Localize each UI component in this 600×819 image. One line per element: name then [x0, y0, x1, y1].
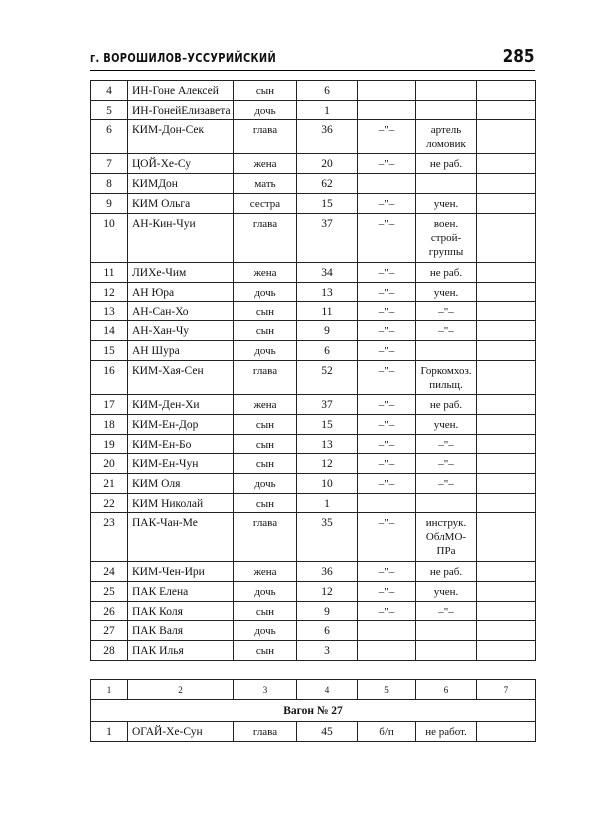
- relation-cell: сын: [234, 602, 297, 621]
- full-name-cell: КИМ-Ен-Чун: [128, 454, 234, 474]
- age-cell: 12: [297, 582, 358, 602]
- notes-cell: [477, 435, 536, 454]
- full-name-cell: КИМ-Дон-Сек: [128, 120, 234, 154]
- notes-cell: [477, 321, 536, 341]
- party-mark-cell: [358, 494, 416, 513]
- relation-cell: жена: [234, 562, 297, 582]
- party-mark-cell: [358, 81, 416, 101]
- occupation-cell: –"–: [416, 454, 477, 474]
- section-header-row: [91, 700, 536, 722]
- table-row: [91, 454, 536, 474]
- notes-cell: [477, 101, 536, 120]
- notes-cell: [477, 513, 536, 562]
- party-mark-cell: –"–: [358, 154, 416, 174]
- occupation-cell: –"–: [416, 302, 477, 321]
- table-row: [91, 641, 536, 661]
- notes-cell: [477, 361, 536, 395]
- table-row: [91, 263, 536, 283]
- residents-table: [90, 80, 536, 661]
- column-number: 3: [234, 680, 297, 700]
- table-row: [91, 621, 536, 641]
- row-number-cell: 6: [91, 120, 128, 154]
- row-number-cell: 26: [91, 602, 128, 621]
- table-row: [91, 101, 536, 120]
- occupation-cell: учен.: [416, 194, 477, 214]
- age-cell: 52: [297, 361, 358, 395]
- notes-cell: [477, 302, 536, 321]
- occupation-cell: [416, 81, 477, 101]
- full-name-cell: КИМ-Чен-Ири: [128, 562, 234, 582]
- notes-cell: [477, 474, 536, 494]
- column-number: 2: [128, 680, 234, 700]
- table-row: [91, 81, 536, 101]
- age-cell: 45: [297, 722, 358, 742]
- notes-cell: [477, 194, 536, 214]
- age-cell: 62: [297, 174, 358, 194]
- occupation-cell: не раб.: [416, 395, 477, 415]
- occupation-cell: учен.: [416, 415, 477, 435]
- party-mark-cell: –"–: [358, 214, 416, 263]
- relation-cell: сын: [234, 302, 297, 321]
- table-row: [91, 361, 536, 395]
- notes-cell: [477, 582, 536, 602]
- relation-cell: дочь: [234, 341, 297, 361]
- full-name-cell: ЛИХе-Чим: [128, 263, 234, 283]
- occupation-cell: не раб.: [416, 562, 477, 582]
- column-number: 6: [416, 680, 477, 700]
- notes-cell: [477, 602, 536, 621]
- occupation-cell: –"–: [416, 435, 477, 454]
- row-number-cell: 7: [91, 154, 128, 174]
- full-name-cell: КИМ Оля: [128, 474, 234, 494]
- table-row: [91, 474, 536, 494]
- age-cell: 11: [297, 302, 358, 321]
- row-number-cell: 20: [91, 454, 128, 474]
- row-number-cell: 1: [91, 722, 128, 742]
- age-cell: 9: [297, 321, 358, 341]
- row-number-cell: 4: [91, 81, 128, 101]
- party-mark-cell: –"–: [358, 395, 416, 415]
- occupation-cell: Горкомхоз. пильщ.: [416, 361, 477, 395]
- notes-cell: [477, 641, 536, 661]
- column-number: 7: [477, 680, 536, 700]
- full-name-cell: ПАК-Чан-Ме: [128, 513, 234, 562]
- relation-cell: дочь: [234, 621, 297, 641]
- party-mark-cell: –"–: [358, 435, 416, 454]
- relation-cell: жена: [234, 154, 297, 174]
- row-number-cell: 15: [91, 341, 128, 361]
- party-mark-cell: –"–: [358, 513, 416, 562]
- row-number-cell: 23: [91, 513, 128, 562]
- notes-cell: [477, 263, 536, 283]
- row-number-cell: 27: [91, 621, 128, 641]
- table-row: [91, 214, 536, 263]
- row-number-cell: 24: [91, 562, 128, 582]
- row-number-cell: 9: [91, 194, 128, 214]
- column-number: 1: [91, 680, 128, 700]
- age-cell: 36: [297, 562, 358, 582]
- party-mark-cell: –"–: [358, 321, 416, 341]
- notes-cell: [477, 621, 536, 641]
- relation-cell: дочь: [234, 474, 297, 494]
- party-mark-cell: б/п: [358, 722, 416, 742]
- age-cell: 1: [297, 494, 358, 513]
- full-name-cell: КИМ Николай: [128, 494, 234, 513]
- occupation-cell: –"–: [416, 474, 477, 494]
- age-cell: 13: [297, 435, 358, 454]
- party-mark-cell: [358, 641, 416, 661]
- age-cell: 37: [297, 214, 358, 263]
- row-number-cell: 11: [91, 263, 128, 283]
- table-row: [91, 494, 536, 513]
- notes-cell: [477, 120, 536, 154]
- notes-cell: [477, 454, 536, 474]
- age-cell: 6: [297, 81, 358, 101]
- party-mark-cell: –"–: [358, 341, 416, 361]
- row-number-cell: 12: [91, 283, 128, 302]
- party-mark-cell: –"–: [358, 454, 416, 474]
- notes-cell: [477, 722, 536, 742]
- age-cell: 13: [297, 283, 358, 302]
- row-number-cell: 19: [91, 435, 128, 454]
- relation-cell: сын: [234, 81, 297, 101]
- relation-cell: сын: [234, 435, 297, 454]
- party-mark-cell: –"–: [358, 602, 416, 621]
- occupation-cell: артель ломовик: [416, 120, 477, 154]
- table-row: [91, 513, 536, 562]
- notes-cell: [477, 154, 536, 174]
- age-cell: 35: [297, 513, 358, 562]
- notes-cell: [477, 341, 536, 361]
- row-number-cell: 16: [91, 361, 128, 395]
- relation-cell: глава: [234, 214, 297, 263]
- table-row: [91, 415, 536, 435]
- party-mark-cell: –"–: [358, 415, 416, 435]
- row-number-cell: 14: [91, 321, 128, 341]
- table-row: [91, 120, 536, 154]
- table-row: [91, 435, 536, 454]
- notes-cell: [477, 81, 536, 101]
- occupation-cell: [416, 494, 477, 513]
- occupation-cell: не раб.: [416, 154, 477, 174]
- relation-cell: сын: [234, 321, 297, 341]
- table-row: [91, 321, 536, 341]
- table-row: [91, 341, 536, 361]
- party-mark-cell: –"–: [358, 474, 416, 494]
- age-cell: 15: [297, 415, 358, 435]
- occupation-cell: не раб.: [416, 263, 477, 283]
- occupation-cell: –"–: [416, 321, 477, 341]
- age-cell: 20: [297, 154, 358, 174]
- party-mark-cell: –"–: [358, 283, 416, 302]
- notes-cell: [477, 283, 536, 302]
- full-name-cell: АН Шура: [128, 341, 234, 361]
- notes-cell: [477, 395, 536, 415]
- occupation-cell: [416, 101, 477, 120]
- age-cell: 1: [297, 101, 358, 120]
- row-number-cell: 21: [91, 474, 128, 494]
- notes-cell: [477, 562, 536, 582]
- relation-cell: дочь: [234, 101, 297, 120]
- full-name-cell: АН Юра: [128, 283, 234, 302]
- relation-cell: глава: [234, 513, 297, 562]
- column-number: 4: [297, 680, 358, 700]
- row-number-cell: 22: [91, 494, 128, 513]
- table-row: [91, 154, 536, 174]
- relation-cell: мать: [234, 174, 297, 194]
- party-mark-cell: –"–: [358, 194, 416, 214]
- full-name-cell: КИМ Ольга: [128, 194, 234, 214]
- occupation-cell: [416, 341, 477, 361]
- table-row: [91, 302, 536, 321]
- party-mark-cell: –"–: [358, 361, 416, 395]
- party-mark-cell: [358, 621, 416, 641]
- table-row: [91, 722, 536, 742]
- row-number-cell: 28: [91, 641, 128, 661]
- relation-cell: сын: [234, 415, 297, 435]
- occupation-cell: [416, 641, 477, 661]
- table-row: [91, 194, 536, 214]
- table-row: [91, 602, 536, 621]
- age-cell: 6: [297, 621, 358, 641]
- full-name-cell: ИН-Гоне Алексей: [128, 81, 234, 101]
- party-mark-cell: –"–: [358, 302, 416, 321]
- notes-cell: [477, 214, 536, 263]
- full-name-cell: ПАК Елена: [128, 582, 234, 602]
- relation-cell: глава: [234, 361, 297, 395]
- age-cell: 36: [297, 120, 358, 154]
- row-number-cell: 8: [91, 174, 128, 194]
- age-cell: 9: [297, 602, 358, 621]
- row-number-cell: 5: [91, 101, 128, 120]
- full-name-cell: ПАК Коля: [128, 602, 234, 621]
- row-number-cell: 13: [91, 302, 128, 321]
- full-name-cell: КИМДон: [128, 174, 234, 194]
- occupation-cell: инструк. ОблМО-ПРа: [416, 513, 477, 562]
- column-number-row: [91, 680, 536, 700]
- row-number-cell: 10: [91, 214, 128, 263]
- relation-cell: сын: [234, 641, 297, 661]
- full-name-cell: КИМ-Ен-Дор: [128, 415, 234, 435]
- notes-cell: [477, 174, 536, 194]
- age-cell: 15: [297, 194, 358, 214]
- relation-cell: сестра: [234, 194, 297, 214]
- party-mark-cell: –"–: [358, 263, 416, 283]
- full-name-cell: ОГАЙ-Хе-Сун: [128, 722, 234, 742]
- row-number-cell: 25: [91, 582, 128, 602]
- occupation-cell: учен.: [416, 582, 477, 602]
- column-number: 5: [358, 680, 416, 700]
- table-row: [91, 174, 536, 194]
- full-name-cell: ЦОЙ-Хе-Су: [128, 154, 234, 174]
- age-cell: 12: [297, 454, 358, 474]
- occupation-cell: [416, 174, 477, 194]
- occupation-cell: учен.: [416, 283, 477, 302]
- occupation-cell: –"–: [416, 602, 477, 621]
- party-mark-cell: –"–: [358, 562, 416, 582]
- full-name-cell: АН-Хан-Чу: [128, 321, 234, 341]
- full-name-cell: ПАК Илья: [128, 641, 234, 661]
- occupation-cell: не работ.: [416, 722, 477, 742]
- full-name-cell: ПАК Валя: [128, 621, 234, 641]
- occupation-cell: [416, 621, 477, 641]
- table-row: [91, 283, 536, 302]
- age-cell: 3: [297, 641, 358, 661]
- row-number-cell: 18: [91, 415, 128, 435]
- relation-cell: глава: [234, 722, 297, 742]
- wagon-27-table: [90, 679, 536, 742]
- full-name-cell: КИМ-Ден-Хи: [128, 395, 234, 415]
- relation-cell: глава: [234, 120, 297, 154]
- table-row: [91, 582, 536, 602]
- page-number: 285: [503, 46, 535, 67]
- age-cell: 10: [297, 474, 358, 494]
- party-mark-cell: –"–: [358, 582, 416, 602]
- notes-cell: [477, 415, 536, 435]
- relation-cell: дочь: [234, 283, 297, 302]
- party-mark-cell: –"–: [358, 120, 416, 154]
- notes-cell: [477, 494, 536, 513]
- section-title: Вагон № 27: [91, 700, 536, 722]
- age-cell: 34: [297, 263, 358, 283]
- party-mark-cell: [358, 101, 416, 120]
- relation-cell: жена: [234, 395, 297, 415]
- occupation-cell: воен. строй-группы: [416, 214, 477, 263]
- full-name-cell: ИН-ГонейЕлизавета: [128, 101, 234, 120]
- relation-cell: сын: [234, 454, 297, 474]
- running-title: г. ВОРОШИЛОВ–УССУРИЙСКИЙ: [90, 51, 277, 65]
- full-name-cell: АН-Кин-Чуи: [128, 214, 234, 263]
- age-cell: 37: [297, 395, 358, 415]
- relation-cell: сын: [234, 494, 297, 513]
- running-header: [90, 40, 535, 71]
- age-cell: 6: [297, 341, 358, 361]
- relation-cell: жена: [234, 263, 297, 283]
- table-row: [91, 395, 536, 415]
- full-name-cell: КИМ-Ен-Бо: [128, 435, 234, 454]
- relation-cell: дочь: [234, 582, 297, 602]
- party-mark-cell: [358, 174, 416, 194]
- row-number-cell: 17: [91, 395, 128, 415]
- full-name-cell: АН-Сан-Хо: [128, 302, 234, 321]
- table-row: [91, 562, 536, 582]
- full-name-cell: КИМ-Хая-Сен: [128, 361, 234, 395]
